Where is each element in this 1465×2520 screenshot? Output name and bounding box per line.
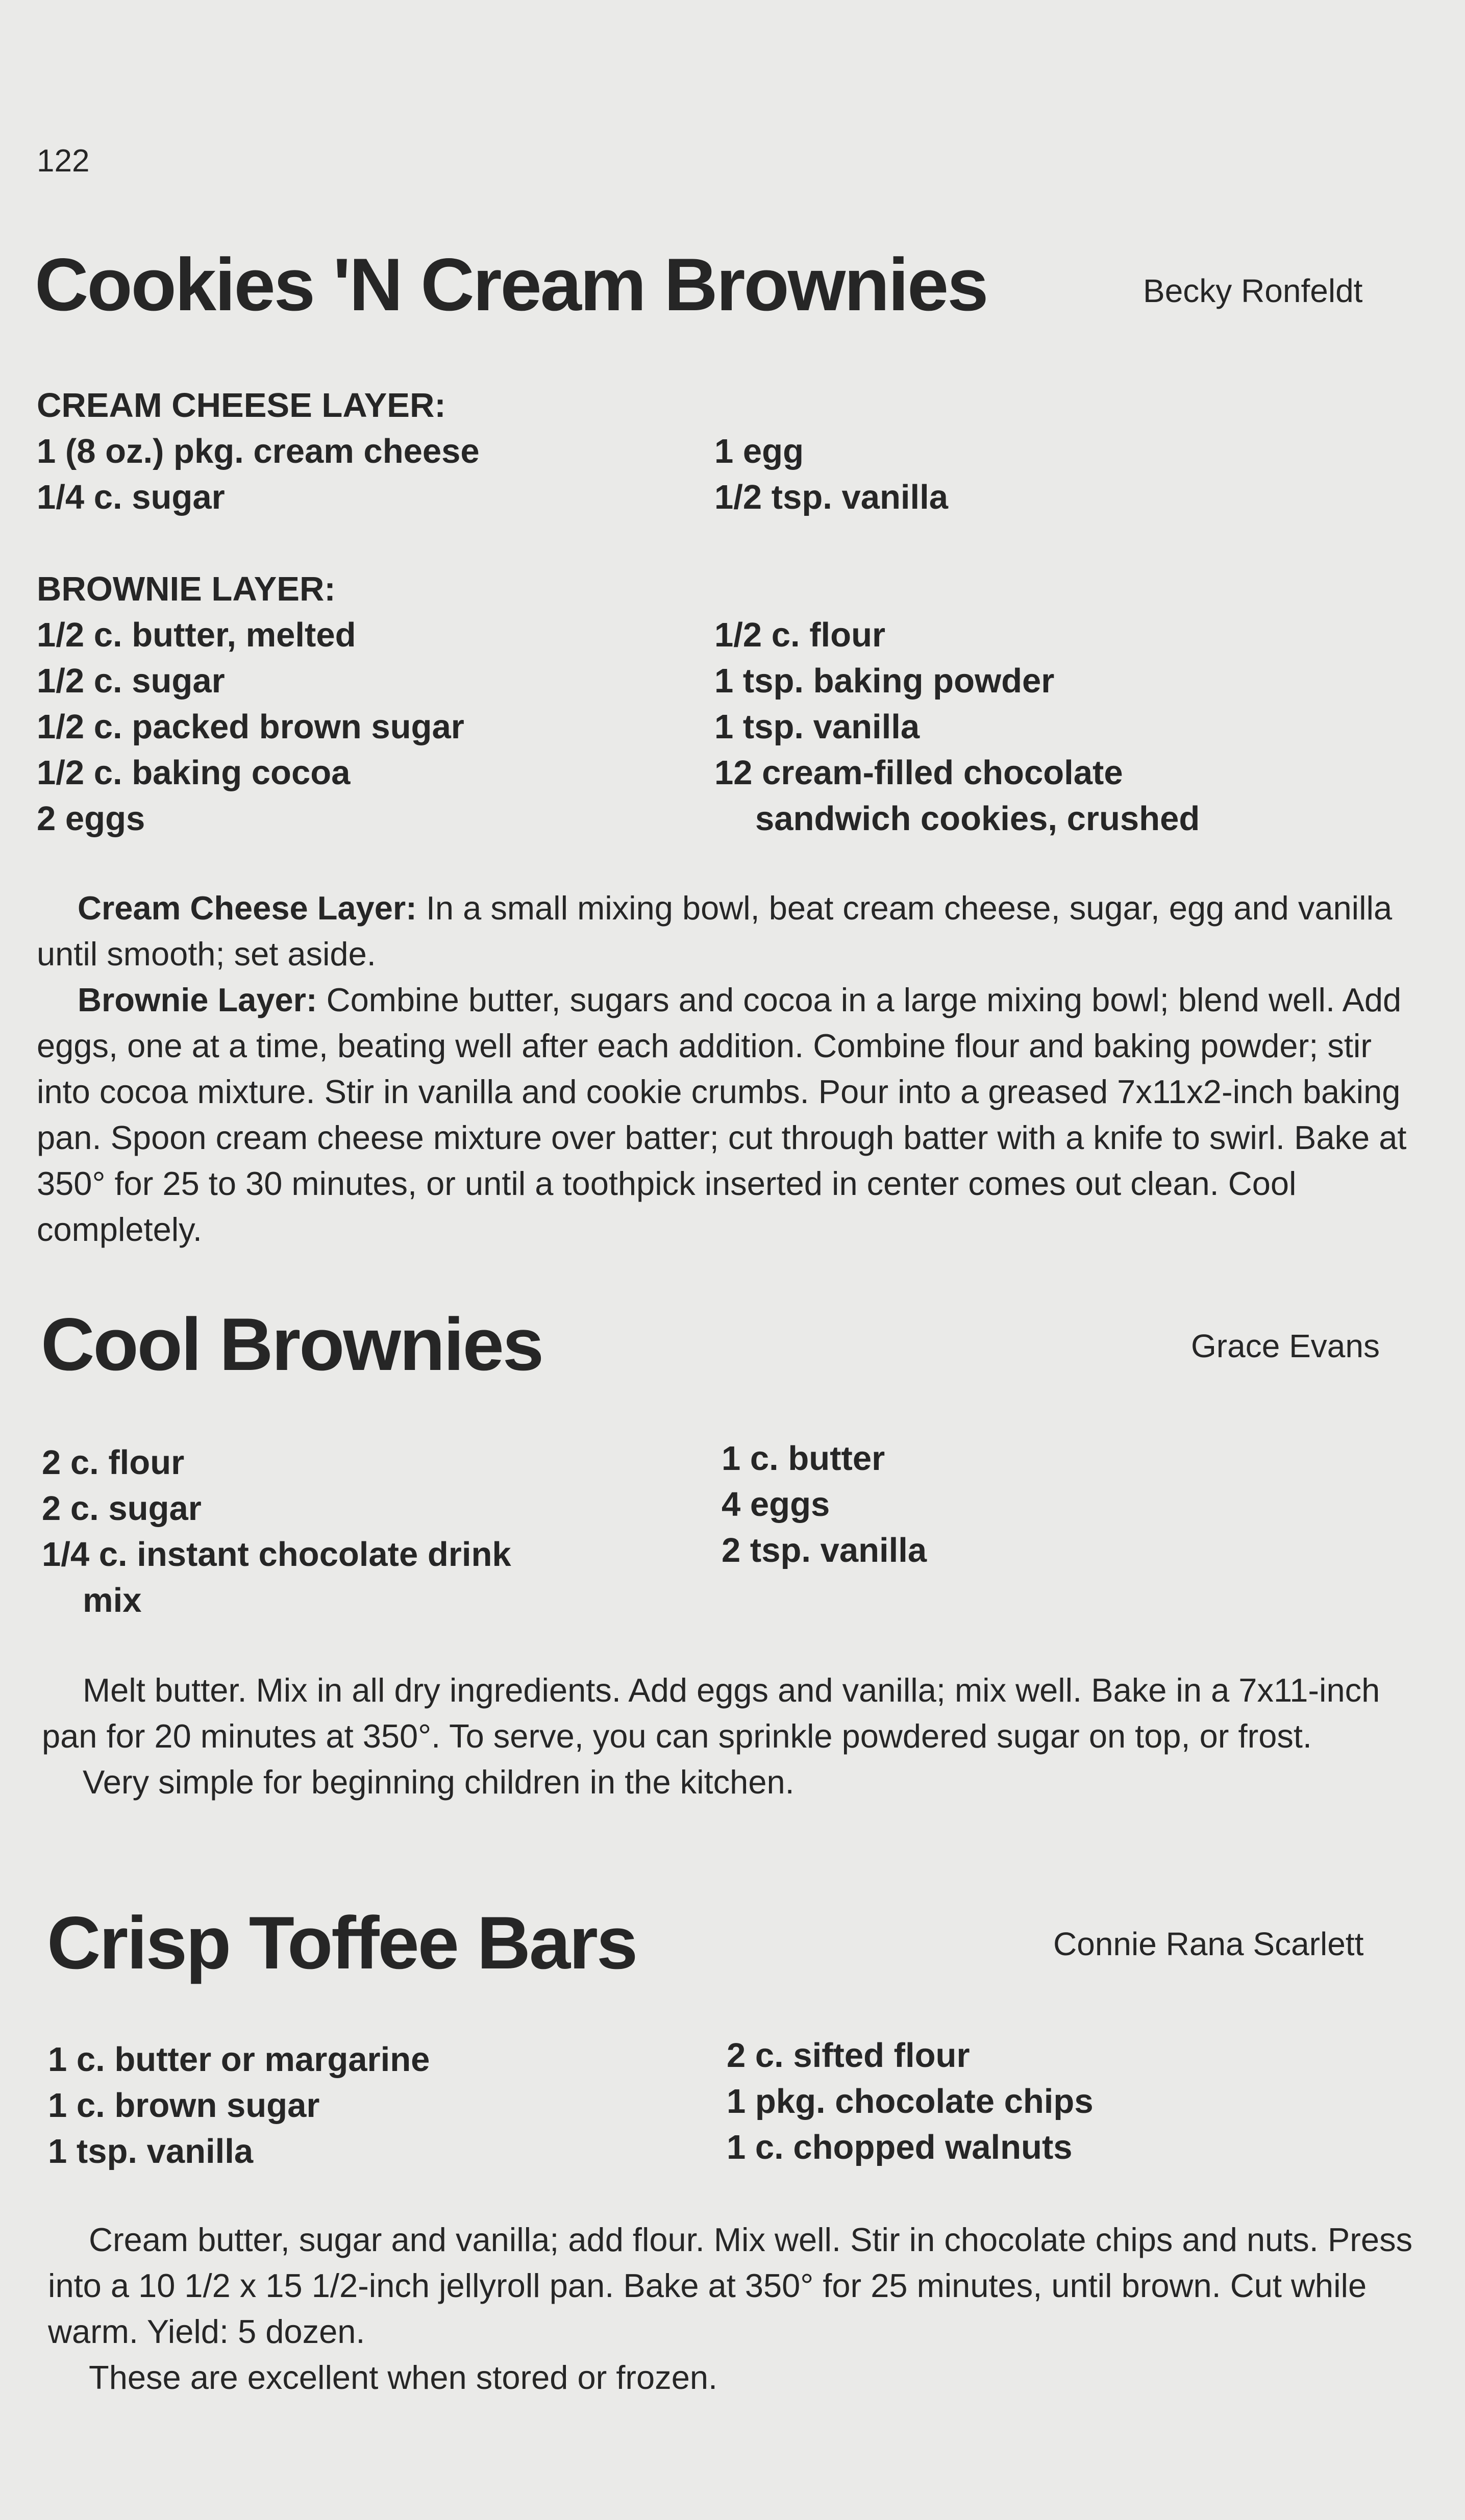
direction-paragraph: Cream Cheese Layer: In a small mixing bowl, beat cream cheese, sugar, egg and vanilla until smooth; set aside. [37,889,1393,972]
recipe-author: Grace Evans [1191,1328,1380,1364]
ingredient: 1/4 c. sugar [37,478,225,516]
ingredient: mix [83,1581,142,1619]
direction-paragraph: These are excellent when stored or frozen. [89,2359,718,2396]
ingredient: 1/2 c. baking cocoa [37,754,351,792]
ingredient: 2 c. sugar [42,1489,202,1528]
page-number: 122 [37,143,90,179]
direction-paragraph: Brownie Layer: Combine butter, sugars and cocoa in a large mixing bowl; blend well. Add eggs, one at a time, beating well after each addition. Combine flour and baking powder; stir into cocoa mixture. Stir in vanilla and cookie crumbs. Pour into a greased 7x11x2-inch baking pan. Spoon cream cheese mixture over batter; cut through batter with a knife to swirl. Bake at 350° for 25 to 30 minutes, or until a toothpick inserted in center comes out clean. Cool completely. [37,981,1407,1248]
ingredient: 1 tsp. vanilla [714,708,920,746]
ingredient: 2 c. sifted flour [727,2036,970,2075]
ingredients-left [48,2037,430,2175]
ingredient: 1 egg [714,432,804,470]
recipe-author: Becky Ronfeldt [1143,272,1363,309]
ingredient: 2 c. flour [42,1443,185,1482]
direction-paragraph: Very simple for beginning children in the kitchen. [83,1763,794,1801]
direction-paragraph: Melt butter. Mix in all dry ingredients. Add eggs and vanilla; mix well. Bake in a 7x11-inch pan for 20 minutes at 350°. To serve, you can sprinkle powdered sugar on top, or frost. [42,1671,1380,1755]
ingredient: 1 c. brown sugar [48,2086,320,2125]
directions [42,1667,1420,1805]
ingredient: 1/4 c. instant chocolate drink [42,1535,511,1574]
ingredients-right [714,429,1200,842]
directions [48,2217,1421,2401]
ingredient: 1 (8 oz.) pkg. cream cheese [37,432,480,470]
ingredient: 1/2 tsp. vanilla [714,478,949,516]
ingredients-left [37,383,480,842]
ingredient: 12 cream-filled chocolate [714,754,1123,792]
ingredient: 4 eggs [722,1485,830,1524]
ingredient: 1 tsp. vanilla [48,2132,254,2170]
ingredient: 1/2 c. packed brown sugar [37,708,464,746]
ingredients-right [722,1436,927,1574]
ingredient: 1 c. chopped walnuts [727,2128,1073,2166]
ingredient: 1 c. butter or margarine [48,2040,430,2079]
section-heading: BROWNIE LAYER: [37,570,336,608]
ingredient: 1/2 c. butter, melted [37,616,356,654]
directions [37,885,1414,1253]
ingredient: 2 eggs [37,800,145,838]
recipe-author: Connie Rana Scarlett [1053,1926,1364,1962]
ingredients-right [727,2033,1094,2170]
recipe-title: Cookies 'N Cream Brownies [35,243,987,326]
section-heading: CREAM CHEESE LAYER: [37,386,446,425]
direction-lead: Cream Cheese Layer: [78,889,417,927]
direction-paragraph: Cream butter, sugar and vanilla; add flour. Mix well. Stir in chocolate chips and nuts. Press into a 10 1/2 x 15 1/2-inch jellyroll pan. Bake at 350° for 25 minutes, until brown. Cut while warm. Yield: 5 dozen. [48,2221,1413,2350]
ingredient: 1 c. butter [722,1439,885,1478]
ingredient: 1 pkg. chocolate chips [727,2082,1094,2120]
ingredient: sandwich cookies, crushed [755,800,1200,838]
recipe-title: Cool Brownies [41,1303,543,1386]
ingredient: 2 tsp. vanilla [722,1531,927,1569]
ingredient: 1 tsp. baking powder [714,662,1055,700]
recipe-title: Crisp Toffee Bars [47,1901,637,1984]
ingredients-left [42,1440,511,1624]
direction-lead: Brownie Layer: [78,981,317,1018]
ingredient: 1/2 c. sugar [37,662,225,700]
ingredient: 1/2 c. flour [714,616,886,654]
